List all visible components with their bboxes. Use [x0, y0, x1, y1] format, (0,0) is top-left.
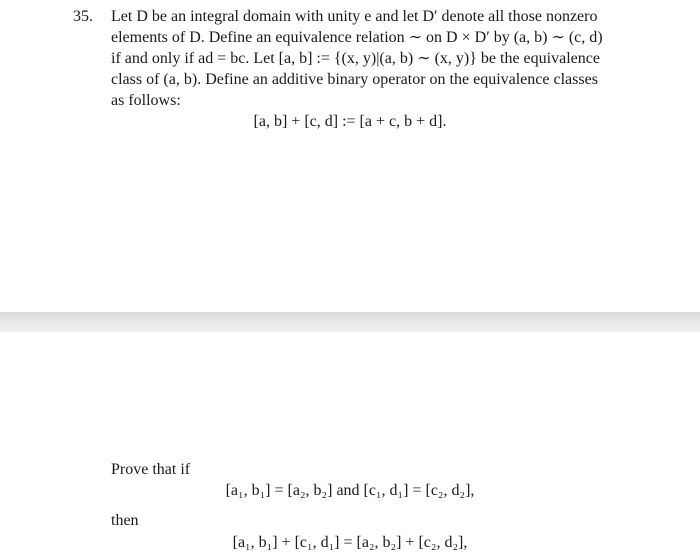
problem-text-line-2: elements of D. Define an equivalence relation ∼ on D × D′ by (a, b) ∼ (c, d) [111, 29, 603, 46]
continuation-panel [0, 332, 700, 558]
page-divider [0, 312, 700, 332]
problem-text-line-3: if and only if ad = bc. Let [a, b] := {(x, y)|(a, b) ∼ (x, y)} be the equivalence [111, 50, 600, 67]
problem-text-line-4: class of (a, b). Define an additive binary operator on the equivalence classes [111, 71, 598, 88]
problem-text-line-5: as follows: [111, 92, 181, 109]
definition-equation: [a, b] + [c, d] := [a + c, b + d]. [253, 113, 447, 130]
conclusion-equation: [a₁, b₁] + [c₁, d₁] = [a₂, b₂] + [c₂, d₂], [232, 534, 468, 551]
problem-text-line-1: Let D be an integral domain with unity e and let D′ denote all those nonzero [111, 8, 598, 25]
hypothesis-equation: [a₁, b₁] = [a₂, b₂] and [c₁, d₁] = [c₂, d₂], [225, 482, 475, 499]
prove-label: Prove that if [111, 461, 191, 478]
problem-number: 35. [73, 8, 93, 25]
then-label: then [111, 512, 139, 529]
